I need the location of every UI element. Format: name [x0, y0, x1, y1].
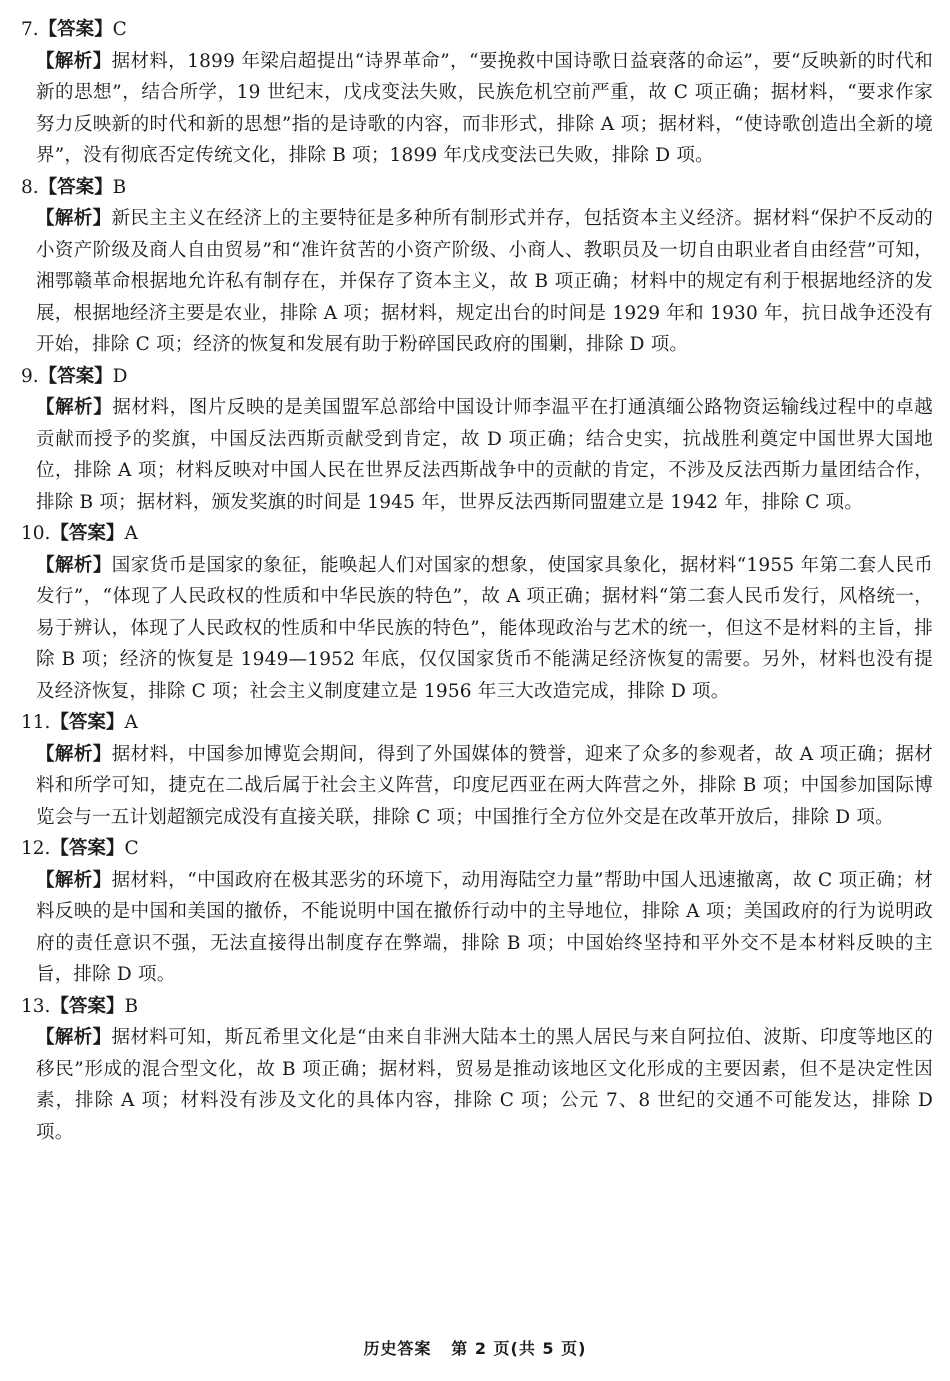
question-number: 12.	[21, 838, 51, 859]
explanation-paragraph	[21, 865, 933, 991]
explanation-text: 新民主主义在经济上的主要特征是多种所有制形式并存，包括资本主义经济。据材料“保护不反动的小资产阶级及商人自由贸易”和“准许贫苦的小资产阶级、小商人、教职员及一切自由职业者自由经营”可知，湘鄂赣革命根据地允许私有制存在，并保存了资本主义，故 B 项正确；材料中的规定有利于根据地经济的发展，根据地经济主要是农业，排除 A 项；据材料，规定出台的时间是 1929 年和 1930 年，抗日战争还没有开始，排除 C 项；经济的恢复和发展有助于粉碎国民政府的围剿，排除 D 项。	[36, 208, 933, 355]
explanation-label: 【解析】	[36, 1027, 112, 1048]
explanation-text: 国家货币是国家的象征，能唤起人们对国家的想象，使国家具象化，据材料“1955 年第二套人民币发行”，“体现了人民政权的性质和中华民族的特色”，故 A 项正确；据材料“第二套人民币发行，风格统一，易于辨认，体现了人民政权的性质和中华民族的特色”，能体现政治与艺术的统一，但这不是材料的主旨，排除 B 项；经济的恢复是 1949—1952 年底，仅仅国家货币不能满足经济恢复的需要。另外，材料也没有提及经济恢复，排除 C 项；社会主义制度建立是 1956 年三大改造完成，排除 D 项。	[36, 554, 934, 702]
answer-label: 【答案】	[50, 995, 125, 1017]
explanation-paragraph	[21, 46, 933, 172]
answer-item-7	[21, 14, 933, 172]
page-footer	[0, 1336, 950, 1359]
question-number: 8.	[21, 176, 39, 198]
answer-heading	[21, 707, 933, 739]
explanation-text: 据材料可知，斯瓦希里文化是“由来自非洲大陆本土的黑人居民与来自阿拉伯、波斯、印度等地区的移民”形成的混合型文化，故 B 项正确；据材料，贸易是推动该地区文化形成的主要因素，但不是决定性因素，排除 A 项；材料没有涉及文化的具体内容，排除 C 项；公元 7、8 世纪的交通不可能发达，排除 D 项。	[36, 1027, 933, 1143]
answer-heading	[21, 14, 933, 46]
footer-subject: 历史答案	[363, 1339, 432, 1358]
answer-choice: C	[124, 838, 139, 859]
answer-item-11	[21, 707, 933, 833]
answer-label: 【答案】	[50, 523, 125, 544]
answer-heading	[21, 991, 933, 1023]
answer-item-12	[21, 833, 933, 991]
answer-label: 【答案】	[38, 365, 113, 387]
answer-item-10	[21, 518, 933, 707]
answer-label: 【答案】	[50, 712, 125, 733]
explanation-paragraph	[21, 392, 933, 518]
answer-item-8	[21, 172, 933, 361]
answer-label: 【答案】	[38, 19, 113, 40]
explanation-label: 【解析】	[36, 554, 112, 576]
explanation-label: 【解析】	[36, 869, 112, 891]
explanation-label: 【解析】	[36, 50, 112, 72]
answer-heading	[21, 361, 933, 393]
explanation-label: 【解析】	[36, 208, 112, 229]
explanation-paragraph	[21, 203, 933, 361]
explanation-paragraph	[21, 550, 933, 708]
footer-gap	[432, 1339, 452, 1358]
question-number: 9.	[21, 365, 39, 387]
explanation-paragraph	[21, 1022, 933, 1148]
explanation-label: 【解析】	[36, 743, 112, 765]
explanation-text: 据材料，中国参加博览会期间，得到了外国媒体的赞誉，迎来了众多的参观者，故 A 项正确；据材料和所学可知，捷克在二战后属于社会主义阵营，印度尼西亚在两大阵营之外，排除 B 项；中国参加国际博览会与一五计划超额完成没有直接关联，排除 C 项；中国推行全方位外交是在改革开放后，排除 D 项。	[36, 743, 933, 828]
question-number: 7.	[21, 19, 39, 40]
answer-heading	[21, 833, 933, 865]
answer-choice: A	[124, 523, 138, 544]
explanation-text: 据材料，1899 年梁启超提出“诗界革命”，“要挽救中国诗歌日益衰落的命运”，要“反映新的时代和新的思想”，结合所学，19 世纪末，戊戌变法失败，民族危机空前严重，故 C 项正确；据材料，“要求作家努力反映新的时代和新的思想”指的是诗歌的内容，而非形式，排除 A 项；据材料，“使诗歌创造出全新的境界”，没有彻底否定传统文化，排除 B 项；1899 年戊戌变法已失败，排除 D 项。	[36, 50, 933, 166]
answer-list	[21, 14, 933, 1148]
answer-choice: C	[112, 19, 127, 40]
answer-heading	[21, 518, 933, 550]
answer-choice: A	[124, 712, 138, 733]
explanation-label: 【解析】	[36, 397, 113, 418]
question-number: 13.	[21, 995, 51, 1017]
explanation-text: 据材料，“中国政府在极其恶劣的环境下，动用海陆空力量”帮助中国人迅速撤离，故 C 项正确；材料反映的是中国和美国的撤侨，不能说明中国在撤侨行动中的主导地位，排除 A 项；美国政府的行为说明政府的责任意识不强，无法直接得出制度存在弊端，排除 B 项；中国始终坚持和平外交不是本材料反映的主旨，排除 D 项。	[36, 869, 933, 985]
explanation-paragraph	[21, 739, 933, 834]
footer-page-number: 第 2 页(共 5 页)	[451, 1339, 587, 1358]
answer-item-9	[21, 361, 933, 519]
answer-choice: D	[112, 365, 128, 387]
answer-item-13	[21, 991, 933, 1149]
question-number: 11.	[21, 712, 51, 733]
answer-choice: B	[124, 995, 139, 1017]
answer-label: 【答案】	[38, 176, 113, 198]
explanation-text: 据材料，图片反映的是美国盟军总部给中国设计师李温平在打通滇缅公路物资运输线过程中的卓越贡献而授予的奖旗，中国反法西斯贡献受到肯定，故 D 项正确；结合史实，抗战胜利奠定中国世界大国地位，排除 A 项；材料反映对中国人民在世界反法西斯战争中的贡献的肯定，不涉及反法西斯力量团结合作，排除 B 项；据材料，颁发奖旗的时间是 1945 年，世界反法西斯同盟建立是 1942 年，排除 C 项。	[36, 397, 933, 513]
answer-label: 【答案】	[50, 838, 125, 859]
question-number: 10.	[21, 523, 51, 544]
answer-heading	[21, 172, 933, 204]
answer-choice: B	[112, 176, 127, 198]
